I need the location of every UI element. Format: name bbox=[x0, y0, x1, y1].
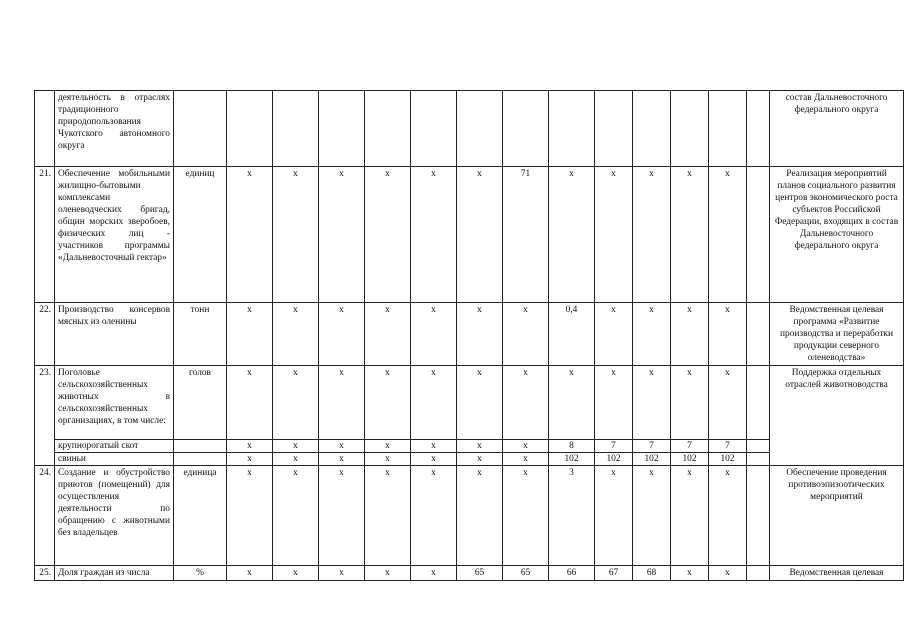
year-value: x bbox=[273, 466, 319, 566]
year-value bbox=[457, 91, 503, 167]
year-value: 66 bbox=[549, 566, 595, 581]
year-value bbox=[633, 91, 671, 167]
year-value: x bbox=[227, 566, 273, 581]
year-value: x bbox=[709, 366, 747, 440]
indicator-name: Обеспечение мобильными жилищно-бытовыми комплексами оленеводческих бригад, общин морских зверобоев, физических лиц - участников программы «Дальневосточный гектар» bbox=[55, 167, 174, 303]
year-value: x bbox=[319, 366, 365, 440]
year-value: x bbox=[365, 466, 411, 566]
year-value: x bbox=[227, 466, 273, 566]
year-value: x bbox=[671, 466, 709, 566]
year-value: x bbox=[709, 167, 747, 303]
year-value bbox=[549, 91, 595, 167]
year-value: x bbox=[411, 453, 457, 466]
unit-of-measure bbox=[174, 453, 227, 466]
year-value: x bbox=[365, 440, 411, 453]
year-value: x bbox=[457, 440, 503, 453]
row-number: 25. bbox=[35, 566, 55, 581]
spacer-cell bbox=[747, 303, 770, 366]
unit-of-measure bbox=[174, 91, 227, 167]
sub-indicator-name: крупнорогатый скот bbox=[55, 440, 174, 453]
year-value: x bbox=[411, 167, 457, 303]
year-value: 102 bbox=[671, 453, 709, 466]
year-value: x bbox=[595, 366, 633, 440]
row-number: 22. bbox=[35, 303, 55, 366]
year-value: 65 bbox=[503, 566, 549, 581]
year-value: x bbox=[457, 453, 503, 466]
table-row bbox=[35, 91, 904, 167]
year-value: 102 bbox=[595, 453, 633, 466]
table-row bbox=[35, 566, 904, 581]
year-value: x bbox=[273, 366, 319, 440]
year-value: x bbox=[411, 366, 457, 440]
year-value: 8 bbox=[549, 440, 595, 453]
year-value: x bbox=[503, 366, 549, 440]
indicator-name: деятельность в отраслях традиционного природопользования Чукотского автономного округа bbox=[55, 91, 174, 167]
year-value: x bbox=[411, 440, 457, 453]
year-value: x bbox=[671, 366, 709, 440]
year-value: x bbox=[227, 167, 273, 303]
year-value: x bbox=[227, 440, 273, 453]
year-value: x bbox=[411, 566, 457, 581]
year-value: x bbox=[671, 167, 709, 303]
year-value: x bbox=[319, 466, 365, 566]
indicator-name: Доля граждан из числа bbox=[55, 566, 174, 581]
year-value bbox=[319, 91, 365, 167]
year-value: x bbox=[365, 566, 411, 581]
year-value: x bbox=[709, 566, 747, 581]
year-value bbox=[227, 91, 273, 167]
source-program: Реализация мероприятий планов социального развития центров экономического роста субъектов Российской Федерации, входящих в состав Дальневосточного федерального округа bbox=[770, 167, 904, 303]
spacer-cell bbox=[747, 453, 770, 466]
year-value: x bbox=[595, 167, 633, 303]
year-value: 7 bbox=[633, 440, 671, 453]
year-value: x bbox=[671, 303, 709, 366]
year-value: x bbox=[273, 440, 319, 453]
year-value bbox=[273, 91, 319, 167]
indicator-name: Создание и обустройство приютов (помещений) для осуществления деятельности по обращению с животными без владельцев bbox=[55, 466, 174, 566]
source-program: Ведомственная целевая bbox=[770, 566, 904, 581]
year-value: 7 bbox=[709, 440, 747, 453]
spacer-cell bbox=[747, 167, 770, 303]
row-number: 23. bbox=[35, 366, 55, 466]
unit-of-measure: единиц bbox=[174, 167, 227, 303]
year-value: x bbox=[633, 466, 671, 566]
year-value: x bbox=[411, 303, 457, 366]
year-value bbox=[709, 91, 747, 167]
year-value: x bbox=[273, 303, 319, 366]
year-value: x bbox=[319, 167, 365, 303]
table-row bbox=[35, 303, 904, 366]
table-row bbox=[35, 466, 904, 566]
source-program: состав Дальневосточного федерального округа bbox=[770, 91, 904, 167]
year-value: x bbox=[319, 453, 365, 466]
year-value: 67 bbox=[595, 566, 633, 581]
year-value: 65 bbox=[457, 566, 503, 581]
unit-of-measure: % bbox=[174, 566, 227, 581]
year-value: x bbox=[457, 366, 503, 440]
table-row bbox=[35, 167, 904, 303]
year-value: x bbox=[457, 167, 503, 303]
year-value: x bbox=[633, 167, 671, 303]
year-value: 7 bbox=[595, 440, 633, 453]
year-value: x bbox=[633, 366, 671, 440]
year-value: 68 bbox=[633, 566, 671, 581]
year-value: x bbox=[227, 303, 273, 366]
year-value: x bbox=[319, 440, 365, 453]
year-value: x bbox=[457, 466, 503, 566]
year-value bbox=[503, 91, 549, 167]
year-value: x bbox=[319, 566, 365, 581]
source-program: Обеспечение проведения противоэпизоотических мероприятий bbox=[770, 466, 904, 566]
spacer-cell bbox=[747, 566, 770, 581]
source-program: Ведомственная целевая программа «Развитие производства и переработки продукции северного оленеводства» bbox=[770, 303, 904, 366]
year-value: 3 bbox=[549, 466, 595, 566]
year-value: x bbox=[411, 466, 457, 566]
year-value: x bbox=[227, 366, 273, 440]
row-number: 24. bbox=[35, 466, 55, 566]
year-value: x bbox=[503, 453, 549, 466]
unit-of-measure: тонн bbox=[174, 303, 227, 366]
year-value bbox=[595, 91, 633, 167]
year-value: x bbox=[549, 366, 595, 440]
year-value: x bbox=[457, 303, 503, 366]
row-number: 21. bbox=[35, 167, 55, 303]
year-value: x bbox=[503, 466, 549, 566]
year-value: 0,4 bbox=[549, 303, 595, 366]
unit-of-measure: единица bbox=[174, 466, 227, 566]
year-value: x bbox=[549, 167, 595, 303]
year-value: 102 bbox=[633, 453, 671, 466]
year-value: x bbox=[273, 566, 319, 581]
year-value: x bbox=[709, 303, 747, 366]
year-value bbox=[671, 91, 709, 167]
year-value: x bbox=[595, 466, 633, 566]
year-value bbox=[411, 91, 457, 167]
spacer-cell bbox=[747, 466, 770, 566]
year-value: x bbox=[709, 466, 747, 566]
indicator-name: Поголовье сельскохозяйственных животных в сельскохозяйственных организациях, в том числе: bbox=[55, 366, 174, 440]
year-value: x bbox=[595, 303, 633, 366]
indicators-table bbox=[34, 90, 904, 581]
source-program: Поддержка отдельных отраслей животноводства bbox=[770, 366, 904, 466]
year-value: 7 bbox=[671, 440, 709, 453]
year-value: 71 bbox=[503, 167, 549, 303]
spacer-cell bbox=[747, 366, 770, 440]
year-value: x bbox=[365, 366, 411, 440]
year-value: x bbox=[671, 566, 709, 581]
year-value: x bbox=[633, 303, 671, 366]
table-row bbox=[35, 366, 904, 440]
year-value: x bbox=[503, 440, 549, 453]
year-value: x bbox=[365, 453, 411, 466]
row-number bbox=[35, 91, 55, 167]
unit-of-measure: голов bbox=[174, 366, 227, 440]
year-value: x bbox=[503, 303, 549, 366]
sub-indicator-name: свиньи bbox=[55, 453, 174, 466]
year-value: x bbox=[273, 453, 319, 466]
year-value: x bbox=[319, 303, 365, 366]
year-value: x bbox=[273, 167, 319, 303]
year-value: x bbox=[365, 303, 411, 366]
year-value bbox=[365, 91, 411, 167]
unit-of-measure bbox=[174, 440, 227, 453]
spacer-cell bbox=[747, 91, 770, 167]
indicator-name: Производство консервов мясных из оленины bbox=[55, 303, 174, 366]
year-value: 102 bbox=[709, 453, 747, 466]
year-value: 102 bbox=[549, 453, 595, 466]
year-value: x bbox=[227, 453, 273, 466]
spacer-cell bbox=[747, 440, 770, 453]
year-value: x bbox=[365, 167, 411, 303]
